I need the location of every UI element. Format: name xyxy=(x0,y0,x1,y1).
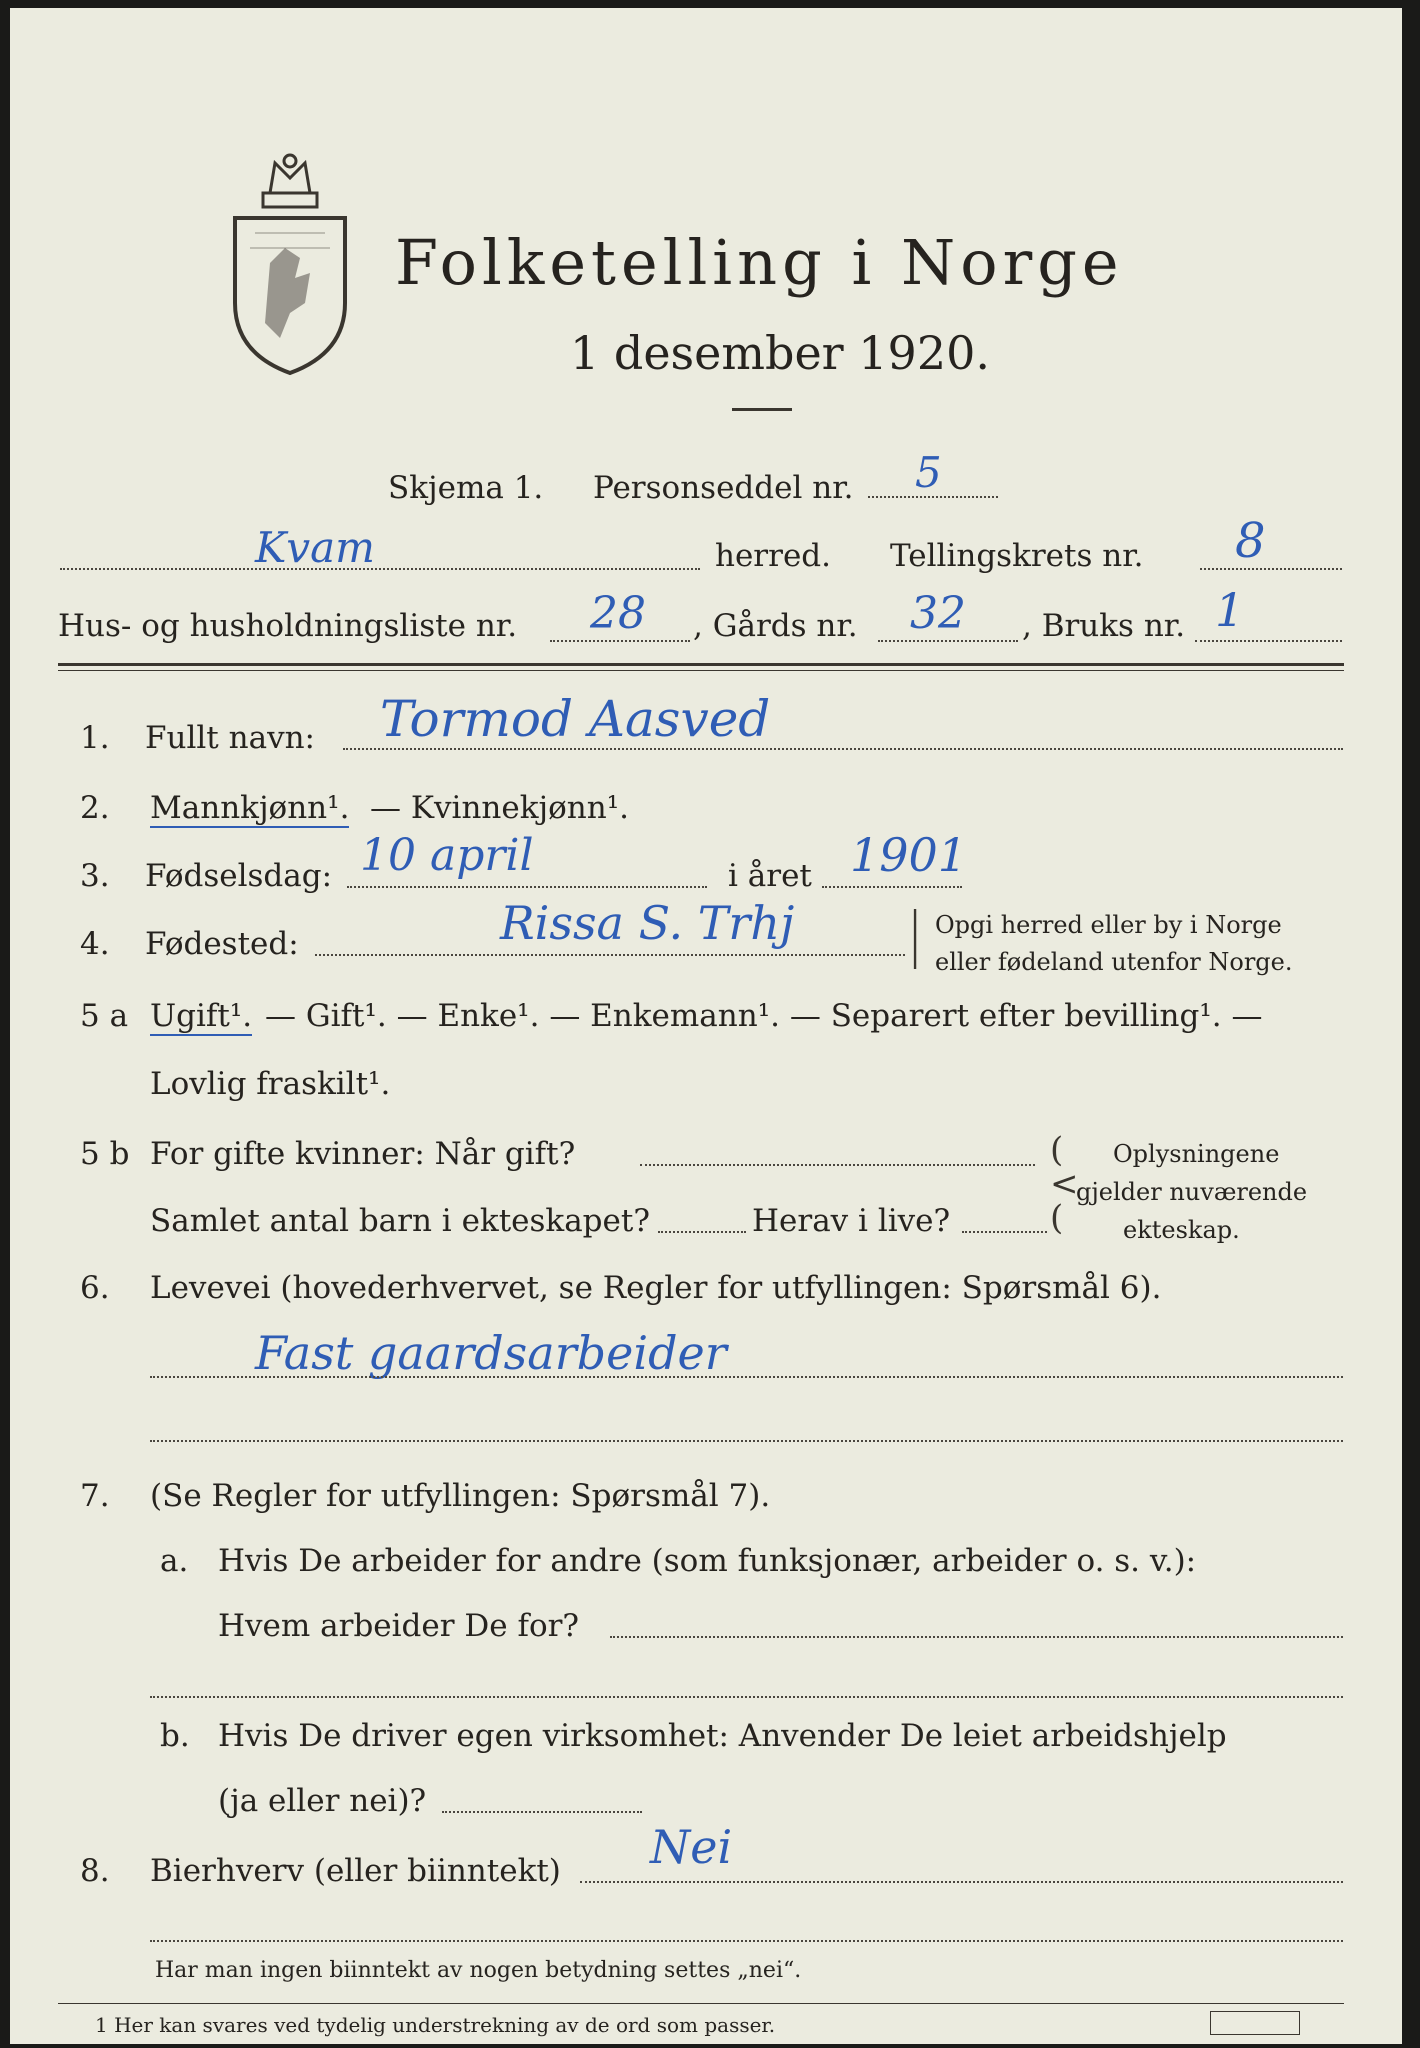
census-form-page xyxy=(10,8,1402,2044)
q5b-married-line xyxy=(640,1164,1035,1166)
tellingskrets-line xyxy=(1200,568,1342,570)
q5b-children-line xyxy=(658,1231,746,1233)
q4-note-line1: Opgi herred eller by i Norge xyxy=(935,911,1282,939)
q2-number: 2. xyxy=(80,790,110,826)
q7b-line2: (ja eller nei)? xyxy=(218,1783,427,1819)
q5b-label: For gifte kvinner: Når gift? xyxy=(150,1136,576,1172)
herred-value[interactable]: Kvam xyxy=(255,523,375,572)
q5a-unmarried-option[interactable]: Ugift¹. xyxy=(150,998,253,1034)
herred-label: herred. xyxy=(715,538,831,574)
q7a-line1: Hvis De arbeider for andre (som funksjonær, arbeider o. s. v.): xyxy=(218,1543,1197,1579)
q7a-extra-line xyxy=(150,1696,1343,1698)
q4-note-line2: eller fødeland utenfor Norge. xyxy=(935,948,1293,976)
bruks-line xyxy=(1195,640,1342,642)
printer-stamp xyxy=(1210,2011,1300,2035)
q7a-line2: Hvem arbeider De for? xyxy=(218,1608,580,1644)
q6-line-2 xyxy=(150,1440,1343,1442)
q1-line xyxy=(343,748,1343,750)
q5b-alive-line xyxy=(962,1231,1047,1233)
q3-year-label: i året xyxy=(728,858,812,894)
q6-number: 6. xyxy=(80,1270,110,1306)
q1-label: Fullt navn: xyxy=(145,720,315,756)
header-double-rule-bottom xyxy=(58,670,1344,671)
q5a-number: 5 a xyxy=(80,998,129,1034)
q7-label: (Se Regler for utfyllingen: Spørsmål 7). xyxy=(150,1478,771,1514)
q3-number: 3. xyxy=(80,858,110,894)
birth-year-value[interactable]: 1901 xyxy=(850,828,968,882)
personseddel-value[interactable]: 5 xyxy=(915,448,942,497)
personseddel-label: Personseddel nr. xyxy=(593,470,854,506)
husliste-value[interactable]: 28 xyxy=(590,588,646,639)
coat-of-arms-emblem xyxy=(225,153,355,382)
q2-female-option[interactable]: — Kvinnekjønn¹. xyxy=(370,790,629,826)
footnote: 1 Her kan svares ved tydelig understrekning av de ord som passer. xyxy=(95,2013,776,2037)
q5a-divorced-option[interactable]: Lovlig fraskilt¹. xyxy=(150,1066,391,1102)
footer-note: Har man ingen biinntekt av nogen betydning settes „nei“. xyxy=(155,1958,802,1983)
q2-male-option[interactable]: Mannkjønn¹. xyxy=(150,790,350,826)
q3-label: Fødselsdag: xyxy=(145,858,333,894)
birthday-value[interactable]: 10 april xyxy=(360,830,534,881)
q5b-children-label: Samlet antal barn i ekteskapet? xyxy=(150,1203,650,1239)
q8-extra-line xyxy=(150,1940,1343,1942)
herred-line xyxy=(60,568,700,570)
side-income-value[interactable]: Nei xyxy=(650,1820,733,1874)
q1-number: 1. xyxy=(80,720,110,756)
header-double-rule-top xyxy=(58,663,1344,666)
q5b-note-line3: ekteskap. xyxy=(1123,1216,1240,1244)
q5b-number: 5 b xyxy=(80,1136,130,1172)
title-divider xyxy=(732,408,792,411)
q4-label: Fødested: xyxy=(145,926,299,962)
q5b-alive-label: Herav i live? xyxy=(752,1203,951,1239)
census-date: 1 desember 1920. xyxy=(570,326,990,380)
q4-line xyxy=(315,954,905,956)
gards-value[interactable]: 32 xyxy=(910,588,966,639)
q8-label: Bierhverv (eller biinntekt) xyxy=(150,1853,561,1889)
q7b-answer-line xyxy=(442,1811,642,1813)
footnote-rule xyxy=(58,2003,1344,2004)
q7b-letter: b. xyxy=(160,1718,190,1754)
tellingskrets-label: Tellingskrets nr. xyxy=(890,538,1144,574)
q3-year-line xyxy=(822,886,962,888)
q8-line xyxy=(580,1881,1343,1883)
husliste-line xyxy=(550,640,690,642)
q7-number: 7. xyxy=(80,1478,110,1514)
tellingskrets-value[interactable]: 8 xyxy=(1235,513,1266,569)
occupation-value[interactable]: Fast gaardsarbeider xyxy=(255,1326,727,1380)
q5a-other-options: — Gift¹. — Enke¹. — Enkemann¹. — Separert efter bevilling¹. — xyxy=(265,998,1263,1034)
q7a-answer-line xyxy=(610,1636,1343,1638)
husliste-label: Hus- og husholdningsliste nr. xyxy=(58,608,518,644)
page-title: Folketelling i Norge xyxy=(395,226,1124,299)
q5b-note-bracket: ( < ( xyxy=(1050,1130,1079,1238)
birthplace-value[interactable]: Rissa S. Trhj xyxy=(500,896,795,950)
q5b-note-line1: Oplysningene xyxy=(1113,1140,1280,1168)
schema-label: Skjema 1. xyxy=(388,470,544,506)
gards-line xyxy=(878,640,1018,642)
q5b-note-line2: gjelder nuværende xyxy=(1076,1178,1308,1206)
q6-label: Levevei (hovederhvervet, se Regler for utfyllingen: Spørsmål 6). xyxy=(150,1270,1162,1306)
bruks-label: , Bruks nr. xyxy=(1022,608,1186,644)
q6-line-1 xyxy=(150,1376,1343,1378)
q4-number: 4. xyxy=(80,926,110,962)
q3-line xyxy=(347,886,707,888)
full-name-value[interactable]: Tormod Aasved xyxy=(380,690,771,748)
bruks-value[interactable]: 1 xyxy=(1215,583,1245,637)
q7a-letter: a. xyxy=(160,1543,189,1579)
q7b-line1: Hvis De driver egen virksomhet: Anvender De leiet arbeidshjelp xyxy=(218,1718,1227,1754)
q8-number: 8. xyxy=(80,1853,110,1889)
q4-note-bracket: | | xyxy=(910,905,921,970)
gards-label: , Gårds nr. xyxy=(693,608,858,644)
